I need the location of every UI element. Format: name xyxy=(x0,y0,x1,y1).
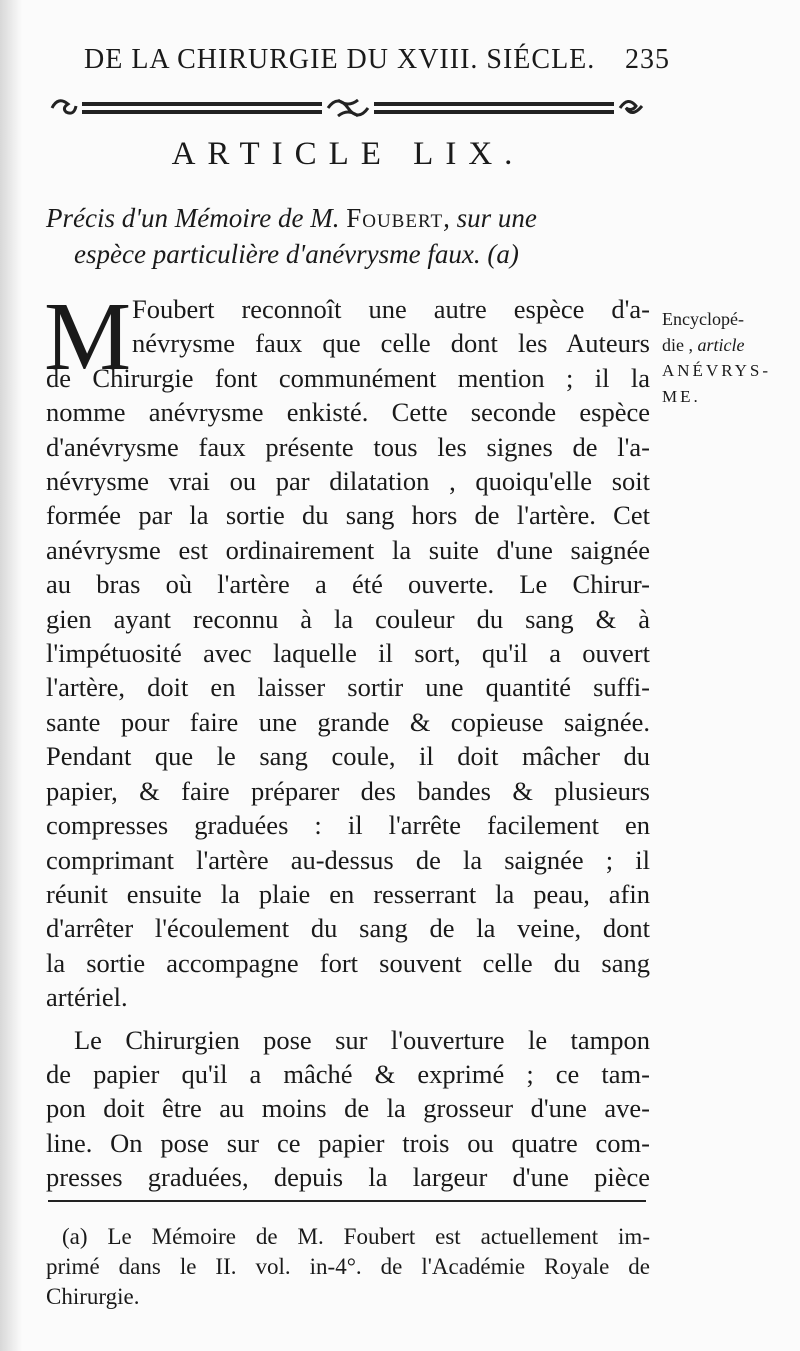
text-line: gien ayant reconnu à la couleur du sang & à xyxy=(46,603,650,634)
margin-note-line: ANÉVRYS- xyxy=(662,361,772,380)
footnote-line: primé dans le II. vol. in-4°. de l'Académie Royale de xyxy=(46,1254,650,1279)
text-line: névrysme faux que celle dont les Auteurs xyxy=(132,328,650,359)
margin-note-text: die , xyxy=(662,335,698,355)
running-head-title: DE LA CHIRURGIE DU XVIII. SIÉCLE. xyxy=(84,44,596,75)
text-line: névrysme vrai ou par dilatation , quoiqu'elle soit xyxy=(46,466,650,497)
margin-note xyxy=(662,306,792,410)
article-heading: ARTICLE LIX. xyxy=(171,136,525,172)
text-line: nomme anévrysme enkisté. Cette seconde espèce xyxy=(46,397,650,428)
running-head xyxy=(70,44,670,84)
text-line: d'anévrysme faux présente tous les signes de l'a- xyxy=(46,431,650,462)
text-line: au bras où l'artère a été ouverte. Le Chirur- xyxy=(46,569,650,600)
text-line: artériel. xyxy=(46,982,128,1013)
text-line: d'arrêter l'écoulement du sang de la veine, dont xyxy=(46,913,650,944)
drop-capital: M xyxy=(44,283,132,391)
text-line: Foubert reconnoît une autre espèce d'a- xyxy=(132,294,650,324)
footnote-line: Chirurgie. xyxy=(46,1284,140,1309)
text-line: sante pour faire une grande & copieuse saignée. xyxy=(46,706,650,737)
text-line: formée par la sortie du sang hors de l'artère. Cet xyxy=(46,500,650,531)
text-line: presses graduées, depuis la largeur d'une pièce xyxy=(46,1162,650,1193)
subtitle-text: , sur une xyxy=(443,203,537,233)
subtitle-line-2: espèce particulière d'anévrysme faux. (a) xyxy=(74,239,519,269)
text-line: pon doit être au moins de la grosseur d'une ave- xyxy=(46,1093,650,1124)
text-line: l'impétuosité avec laquelle il sort, qu'il a ouvert xyxy=(46,638,650,669)
text-line: papier, & faire préparer des bandes & plusieurs xyxy=(46,775,650,806)
footnote xyxy=(46,1222,650,1312)
subtitle-text: Précis d'un Mémoire de M. xyxy=(46,203,347,233)
margin-note-text: article xyxy=(697,335,745,355)
text-line: Pendant que le sang coule, il doit mâcher du xyxy=(46,741,650,772)
text-line: Le Chirurgien pose sur l'ouverture le tampon xyxy=(74,1024,650,1055)
text-line: de Chirurgie font communément mention ; il la xyxy=(46,362,650,393)
decorative-headpiece-ornament xyxy=(48,94,648,122)
text-line: réunit ensuite la plaie en resserrant la peau, afin xyxy=(46,878,650,909)
margin-note-line: Encyclopé- xyxy=(662,309,744,329)
body-text xyxy=(44,283,650,1195)
subtitle-line-1 xyxy=(46,200,656,236)
article-subtitle xyxy=(46,200,656,272)
text-line: l'artère, doit en laisser sortir une quantité suffi- xyxy=(46,672,650,703)
page-spine-shadow xyxy=(0,0,22,1351)
text-line: la sortie accompagne fort souvent celle du sang xyxy=(46,947,650,978)
text-line: anévrysme est ordinairement la suite d'une saignée xyxy=(46,534,650,565)
text-line: de papier qu'il a mâché & exprimé ; ce tam- xyxy=(46,1058,650,1089)
margin-note-line: ME. xyxy=(662,387,701,406)
margin-note-line xyxy=(662,332,792,358)
text-line: compresses graduées : il l'arrête facilement en xyxy=(46,810,650,841)
page-number: 235 xyxy=(625,44,670,75)
text-line: comprimant l'artère au-dessus de la saignée ; il xyxy=(46,844,650,875)
footnote-line: (a) Le Mémoire de M. Foubert est actuellement im- xyxy=(62,1224,650,1249)
text-line: line. On pose sur ce papier trois ou quatre com- xyxy=(46,1127,650,1158)
author-name: Foubert xyxy=(346,203,444,233)
footnote-rule xyxy=(48,1200,646,1202)
